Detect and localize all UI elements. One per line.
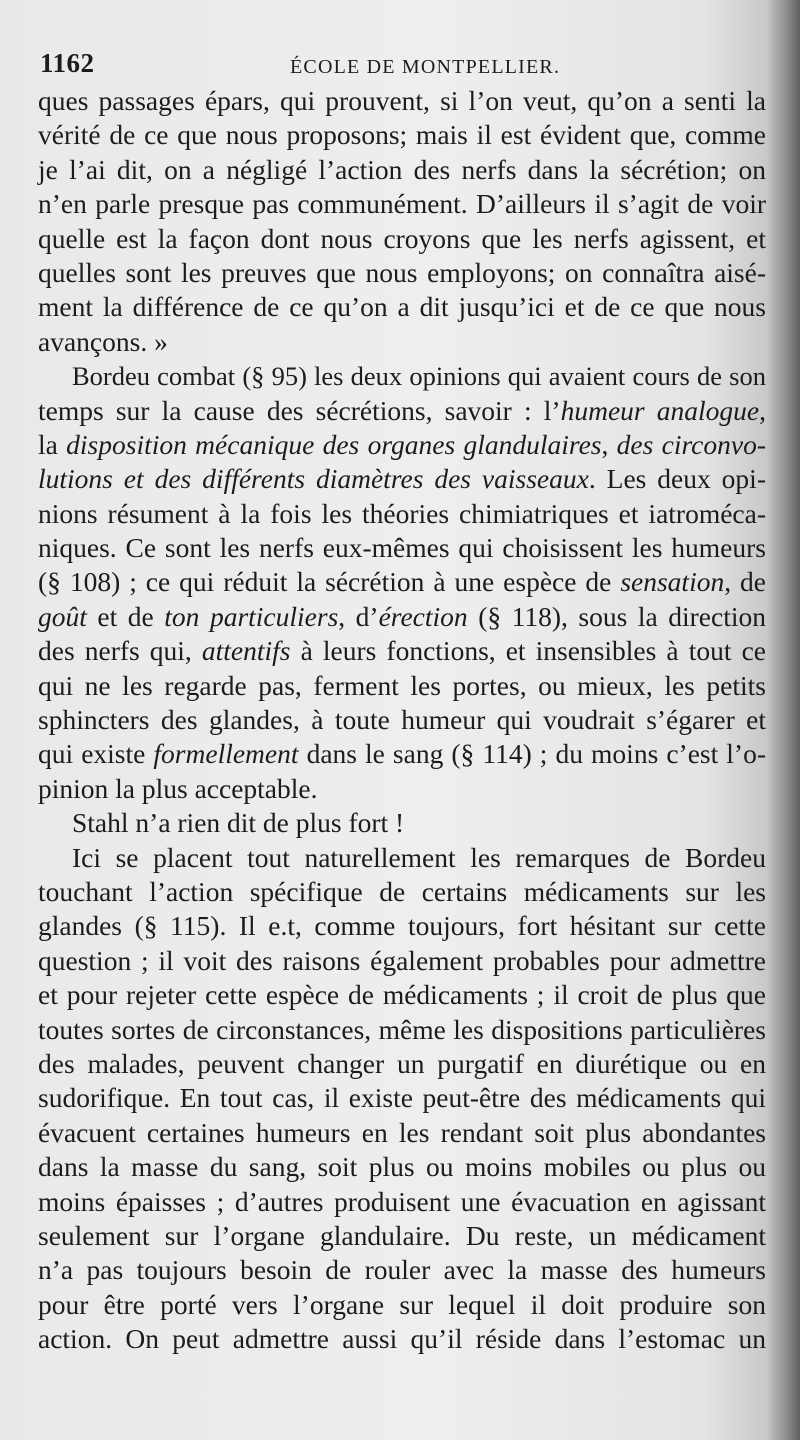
text-segment: avançons. »	[38, 325, 168, 357]
text-line	[38, 841, 766, 875]
text-segment: seulement sur l’organe glandulaire. Du reste, un médicament	[38, 1219, 766, 1251]
italic-text: attentifs	[201, 635, 291, 667]
text-line	[38, 634, 766, 668]
text-segment: quelles sont les preuves que nous employons; on connaîtra aisé-	[38, 256, 766, 288]
text-segment: (§ 108) ; ce qui réduit la sécrétion à une espèce de	[38, 566, 621, 598]
text-segment: . Les deux opi-	[588, 463, 766, 495]
text-line	[38, 737, 766, 771]
text-segment: question ; il voit des raisons également probables pour admettre	[38, 944, 766, 976]
text-line	[38, 428, 766, 462]
italic-text: disposition mécanique des organes glandulaires	[66, 428, 602, 460]
text-segment: , de	[724, 566, 766, 598]
text-line	[38, 531, 766, 565]
running-title: ÉCOLE DE MONTPELLIER.	[290, 56, 561, 78]
text-segment: , d’	[338, 600, 379, 632]
text-segment: Ici se placent tout naturellement les remarques de Bordeu	[72, 841, 766, 873]
text-segment: des malades, peuvent changer un purgatif en diurétique ou en	[38, 1047, 766, 1079]
text-line	[38, 222, 766, 256]
text-segment: sudorifique. En tout cas, il existe peut-être des médicaments qui	[38, 1082, 766, 1114]
text-segment: pour être porté vers l’organe sur lequel il doit produire son	[38, 1288, 766, 1320]
text-line	[38, 669, 766, 703]
text-line	[38, 1150, 766, 1184]
text-line	[38, 1116, 766, 1150]
text-segment: ,	[759, 394, 766, 426]
text-segment: glandes (§ 115). Il e.t, comme toujours, fort hésitant sur cette	[38, 910, 766, 942]
text-line	[38, 1013, 766, 1047]
text-line	[38, 290, 766, 324]
text-segment: à leurs fonctions, et insensibles à tout ce	[290, 635, 766, 667]
text-segment: dans le sang (§ 114) ; du moins c’est l’o-	[298, 738, 766, 770]
text-line	[38, 1185, 766, 1219]
text-segment: Stahl n’a rien dit de plus fort !	[72, 807, 405, 839]
text-line	[38, 84, 766, 118]
text-line	[38, 978, 766, 1012]
text-segment: n’a pas toujours besoin de rouler avec la masse des humeurs	[38, 1254, 766, 1286]
text-line	[38, 772, 766, 806]
text-line	[38, 565, 766, 599]
text-line	[38, 1253, 766, 1287]
text-segment: moins épaisses ; d’autres produisent une évacuation en agissant	[38, 1185, 766, 1217]
text-line	[38, 325, 766, 359]
text-line	[38, 153, 766, 187]
text-line	[38, 256, 766, 290]
text-segment: qui existe	[38, 738, 154, 770]
text-segment: Bordeu combat (§ 95) les deux opinions qui avaient cours de son	[72, 361, 766, 392]
text-segment: sphincters des glandes, à toute humeur qui voudrait s’égarer et	[38, 704, 766, 736]
italic-text: humeur analogue	[560, 394, 760, 426]
text-segment: ques passages épars, qui prouvent, si l’on veut, qu’on a senti la	[38, 85, 766, 116]
italic-text: ton particuliers	[164, 600, 339, 632]
text-line	[38, 1288, 766, 1322]
text-segment: n’en parle presque pas communément. D’ailleurs il s’agit de voir	[38, 188, 766, 220]
text-segment: évacuent certaines humeurs en les rendant soit plus abondantes	[38, 1116, 766, 1148]
text-line	[38, 462, 766, 496]
text-segment: et pour rejeter cette espèce de médicaments ; il croit de plus que	[38, 979, 766, 1011]
text-segment: quelle est la façon dont nous croyons que les nerfs agissent, et	[38, 222, 766, 254]
text-segment: et de	[86, 600, 165, 632]
text-segment: action. On peut admettre aussi qu’il réside dans l’estomac un	[38, 1323, 766, 1355]
text-line	[38, 806, 766, 840]
italic-text: formellement	[153, 738, 299, 770]
italic-text: des circonvo-	[616, 428, 766, 460]
text-segment: nions résument à la fois les théories chimiatriques et iatroméca-	[38, 497, 766, 529]
italic-text: goût	[38, 600, 87, 632]
text-segment: je l’ai dit, on a négligé l’action des nerfs dans la sécrétion; on	[38, 153, 766, 185]
text-segment: ment la différence de ce qu’on a dit jusqu’ici et de ce que nous	[38, 291, 766, 323]
text-segment: pinion la plus acceptable.	[38, 772, 318, 804]
text-line	[38, 909, 766, 943]
text-segment: temps sur la cause des sécrétions, savoir : l’	[38, 394, 561, 426]
text-segment: dans la masse du sang, soit plus ou moins mobiles ou plus ou	[38, 1151, 766, 1183]
italic-text: sensation	[620, 566, 725, 598]
text-line	[38, 1047, 766, 1081]
text-line	[38, 359, 766, 393]
text-segment: vérité de ce que nous proposons; mais il est évident que, comme	[38, 119, 766, 151]
text-line	[38, 944, 766, 978]
text-segment: toutes sortes de circonstances, même les dispositions particulières	[38, 1013, 766, 1045]
text-line	[38, 703, 766, 737]
text-segment: des nerfs qui,	[38, 635, 202, 667]
text-segment: (§ 118), sous la direction	[467, 600, 766, 632]
body-text	[38, 84, 766, 1356]
text-line	[38, 1322, 766, 1356]
text-segment: qui ne les regarde pas, ferment les portes, ou mieux, les petits	[38, 669, 766, 701]
text-line	[38, 1219, 766, 1253]
text-line	[38, 600, 766, 634]
text-line	[38, 394, 766, 428]
text-segment: ,	[601, 428, 617, 460]
italic-text: érection	[378, 600, 468, 632]
text-segment: niques. Ce sont les nerfs eux-mêmes qui choisissent les humeurs	[38, 532, 766, 564]
text-line	[38, 1081, 766, 1115]
text-segment: la	[38, 428, 67, 460]
page-number: 1162	[40, 48, 95, 78]
text-segment: touchant l’action spécifique de certains médicaments sur les	[38, 875, 766, 907]
italic-text: lutions et des différents diamètres des vaisseaux	[38, 463, 589, 495]
text-line	[38, 875, 766, 909]
binding-shadow	[766, 0, 800, 1440]
running-head	[40, 48, 760, 84]
text-line	[38, 118, 766, 152]
text-line	[38, 187, 766, 221]
text-line	[38, 497, 766, 531]
